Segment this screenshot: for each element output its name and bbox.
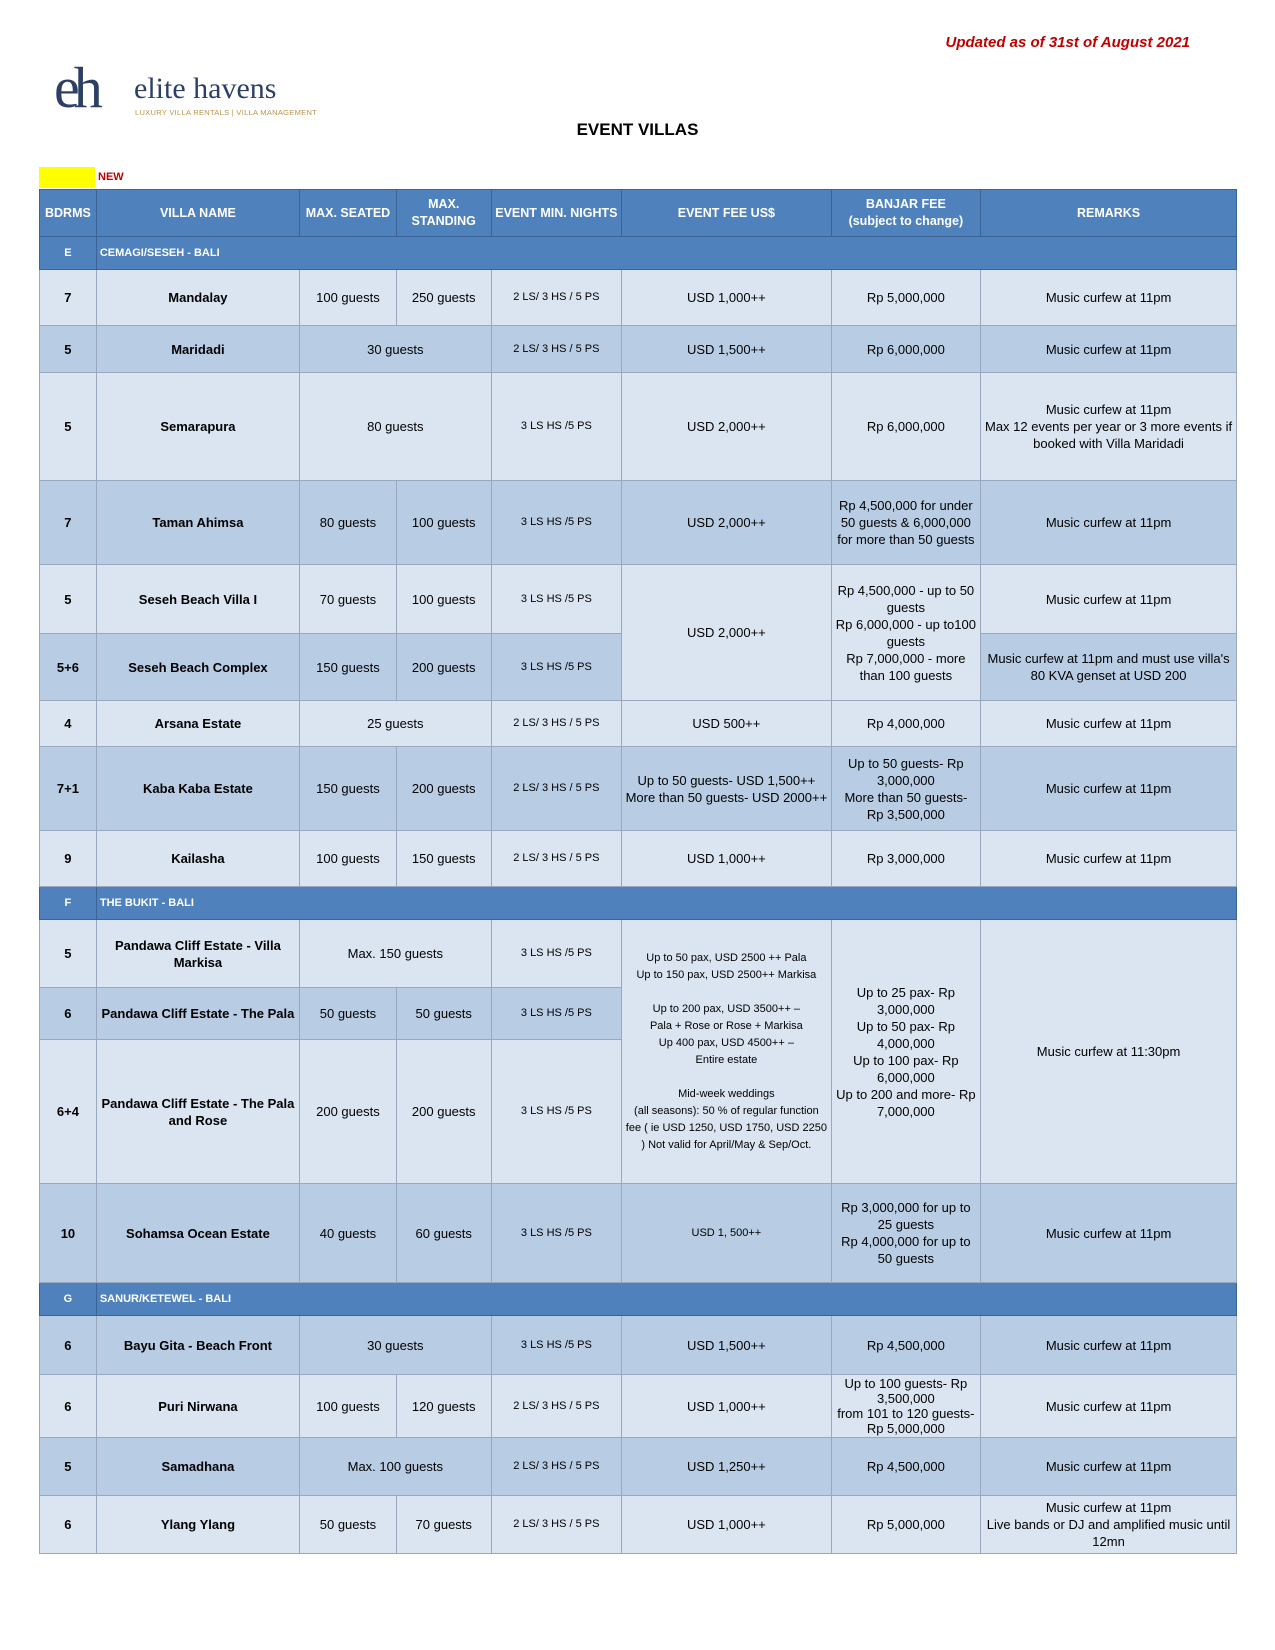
col-header-bdrms: BDRMS: [40, 190, 97, 237]
banjar-header-note: (subject to change): [848, 214, 964, 228]
min-nights-cell: 2 LS/ 3 HS / 5 PS: [491, 326, 622, 373]
min-nights-cell: 3 LS HS /5 PS: [491, 920, 622, 988]
bdrms-cell: 6: [40, 988, 97, 1040]
remarks-line: Live bands or DJ and amplified music until 12mn: [986, 1517, 1231, 1549]
event-fee-cell: USD 1,000++: [622, 1496, 832, 1554]
fee-line: More than 50 guests- USD 2000++: [625, 789, 828, 805]
logo-tagline: LUXURY VILLA RENTALS | VILLA MANAGEMENT: [135, 108, 318, 117]
section-row: [40, 237, 1237, 270]
banjar-fee-cell: Rp 3,000,000: [831, 831, 980, 887]
min-nights-cell: 3 LS HS /5 PS: [491, 373, 622, 481]
table-row: [40, 326, 1237, 373]
table-row: [40, 1375, 1237, 1438]
remarks-cell: Music curfew at 11pm: [981, 565, 1237, 634]
banjar-fee-cell: Rp 6,000,000: [831, 326, 980, 373]
max-seated-cell: 100 guests: [300, 1375, 397, 1438]
table-row: [40, 1496, 1237, 1554]
capacity-cell: 80 guests: [300, 373, 492, 481]
bdrms-cell: 6: [40, 1316, 97, 1375]
max-seated-cell: 100 guests: [300, 831, 397, 887]
bdrms-cell: 5: [40, 565, 97, 634]
section-code: G: [40, 1283, 97, 1316]
villa-name-cell: Mandalay: [96, 270, 299, 326]
max-standing-cell: 200 guests: [396, 1040, 491, 1184]
remarks-cell: Music curfew at 11pm: [981, 1184, 1237, 1283]
villa-name-cell: Seseh Beach Complex: [96, 634, 299, 701]
max-seated-cell: 100 guests: [300, 270, 397, 326]
fee-line: Up to 150 pax, USD 2500++ Markisa: [636, 968, 817, 981]
table-header-row: [40, 190, 1237, 237]
banjar-fee-cell: Rp 6,000,000: [831, 373, 980, 481]
villa-name-cell: Pandawa Cliff Estate - The Pala: [96, 988, 299, 1040]
bdrms-cell: 7: [40, 481, 97, 565]
section-name: THE BUKIT - BALI: [96, 887, 1236, 920]
max-standing-cell: 150 guests: [396, 831, 491, 887]
villa-name-cell: Ylang Ylang: [96, 1496, 299, 1554]
villa-name-cell: Kaba Kaba Estate: [96, 747, 299, 831]
min-nights-cell: 2 LS/ 3 HS / 5 PS: [491, 701, 622, 747]
banjar-line: Up to 25 pax- Rp 3,000,000: [856, 984, 955, 1017]
remarks-cell: Music curfew at 11pm: [981, 326, 1237, 373]
page-title: EVENT VILLAS: [576, 120, 699, 139]
max-standing-cell: 200 guests: [396, 747, 491, 831]
fee-line: Pala + Rose or Rose + Markisa: [649, 1019, 803, 1032]
max-seated-cell: 50 guests: [300, 988, 397, 1040]
remarks-line: Music curfew at 11pm: [1045, 1500, 1172, 1515]
villa-name-cell: Puri Nirwana: [96, 1375, 299, 1438]
banjar-line: Rp 3,000,000 for up to 25 guests: [841, 1200, 971, 1232]
max-seated-cell: 200 guests: [300, 1040, 397, 1184]
col-header-remarks: REMARKS: [981, 190, 1237, 237]
fee-line: (all seasons): 50 % of regular function fee ( ie USD 1250, USD 1750, USD 2250 ) Not valid for April/May & Sep/Oct.: [625, 1104, 827, 1151]
min-nights-cell: 2 LS/ 3 HS / 5 PS: [491, 747, 622, 831]
remarks-cell: Music curfew at 11:30pm: [981, 920, 1237, 1184]
banjar-fee-cell: Rp 4,500,000: [831, 1438, 980, 1496]
remarks-cell: Music curfew at 11pm: [981, 481, 1237, 565]
villa-name-cell: Samadhana: [96, 1438, 299, 1496]
villa-name-cell: Kailasha: [96, 831, 299, 887]
banjar-fee-cell: Rp 4,000,000: [831, 701, 980, 747]
logo-text: elite havens: [134, 72, 277, 105]
bdrms-cell: 5+6: [40, 634, 97, 701]
section-name: SANUR/KETEWEL - BALI: [96, 1283, 1236, 1316]
banjar-fee-cell: Rp 4,500,000 for under 50 guests & 6,000,000 for more than 50 guests: [831, 481, 980, 565]
event-fee-cell: USD 1,250++: [622, 1438, 832, 1496]
remarks-cell: Music curfew at 11pm: [981, 270, 1237, 326]
capacity-cell: 30 guests: [300, 1316, 492, 1375]
event-fee-cell: USD 500++: [622, 701, 832, 747]
banjar-line: from 101 to 120 guests- Rp 5,000,000: [837, 1406, 975, 1436]
min-nights-cell: 3 LS HS /5 PS: [491, 1184, 622, 1283]
remarks-cell: Music curfew at 11pm and must use villa's 80 KVA genset at USD 200: [981, 634, 1237, 701]
fee-line: Entire estate: [695, 1053, 758, 1066]
event-fee-cell: USD 2,000++: [622, 481, 832, 565]
max-standing-cell: 250 guests: [396, 270, 491, 326]
section-row: [40, 1283, 1237, 1316]
banjar-fee-cell: [831, 747, 980, 831]
event-villas-table: [39, 189, 1237, 1554]
banjar-line: Up to 100 guests- Rp 3,500,000: [844, 1376, 968, 1406]
fee-line: Up to 50 pax, USD 2500 ++ Pala: [646, 951, 807, 964]
villa-name-cell: Seseh Beach Villa I: [96, 565, 299, 634]
min-nights-cell: 3 LS HS /5 PS: [491, 565, 622, 634]
max-standing-cell: 50 guests: [396, 988, 491, 1040]
banjar-fee-cell: [831, 565, 980, 701]
bdrms-cell: 6+4: [40, 1040, 97, 1184]
min-nights-cell: 3 LS HS /5 PS: [491, 1316, 622, 1375]
banjar-line: Rp 4,500,000 - up to 50 guests: [837, 582, 975, 615]
event-fee-cell: [622, 920, 832, 1184]
remarks-cell: Music curfew at 11pm: [981, 1375, 1237, 1438]
bdrms-cell: 6: [40, 1496, 97, 1554]
banjar-fee-cell: [831, 920, 980, 1184]
table-row: [40, 373, 1237, 481]
elite-havens-logo: [54, 55, 318, 120]
col-header-max-standing: MAX. STANDING: [396, 190, 491, 237]
capacity-cell: 30 guests: [300, 326, 492, 373]
table-row: [40, 920, 1237, 988]
banjar-header-label: BANJAR FEE: [865, 197, 946, 211]
remarks-cell: Music curfew at 11pm: [981, 1438, 1237, 1496]
col-header-event-fee: EVENT FEE US$: [622, 190, 832, 237]
banjar-line: Rp 7,000,000 - more than 100 guests: [846, 650, 966, 683]
banjar-fee-cell: Rp 4,500,000: [831, 1316, 980, 1375]
villa-name-cell: Sohamsa Ocean Estate: [96, 1184, 299, 1283]
table-row: [40, 270, 1237, 326]
fee-line: Up to 50 guests- USD 1,500++: [637, 772, 816, 788]
legend-new-swatch: [39, 167, 95, 188]
remarks-line: Music curfew at 11pm: [1045, 402, 1172, 417]
event-fee-cell: USD 2,000++: [622, 565, 832, 701]
col-header-banjar-fee: [831, 190, 980, 237]
banjar-line: Up to 50 pax- Rp 4,000,000: [856, 1018, 955, 1051]
fee-line: Up 400 pax, USD 4500++ –: [658, 1036, 794, 1049]
max-seated-cell: 150 guests: [300, 747, 397, 831]
villa-name-cell: Maridadi: [96, 326, 299, 373]
bdrms-cell: 7+1: [40, 747, 97, 831]
bdrms-cell: 5: [40, 373, 97, 481]
remarks-line: Max 12 events per year or 3 more events if booked with Villa Maridadi: [984, 419, 1233, 451]
bdrms-cell: 7: [40, 270, 97, 326]
event-fee-cell: USD 1,000++: [622, 270, 832, 326]
table-row: [40, 565, 1237, 634]
banjar-line: Up to 200 and more- Rp 7,000,000: [836, 1086, 976, 1119]
event-fee-cell: USD 1,000++: [622, 1375, 832, 1438]
villa-name-cell: Bayu Gita - Beach Front: [96, 1316, 299, 1375]
min-nights-cell: 2 LS/ 3 HS / 5 PS: [491, 1496, 622, 1554]
min-nights-cell: 3 LS HS /5 PS: [491, 481, 622, 565]
max-standing-cell: 100 guests: [396, 565, 491, 634]
min-nights-cell: 3 LS HS /5 PS: [491, 634, 622, 701]
table-row: [40, 701, 1237, 747]
table-row: [40, 481, 1237, 565]
table-row: [40, 1438, 1237, 1496]
fee-line: Mid-week weddings: [678, 1087, 775, 1100]
updated-date: Updated as of 31st of August 2021: [945, 34, 1190, 51]
min-nights-cell: 2 LS/ 3 HS / 5 PS: [491, 1438, 622, 1496]
event-fee-cell: USD 1,500++: [622, 326, 832, 373]
section-code: E: [40, 237, 97, 270]
legend-new-label: NEW: [98, 171, 124, 183]
banjar-line: Rp 6,000,000 - up to100 guests: [835, 616, 976, 649]
capacity-cell: 25 guests: [300, 701, 492, 747]
bdrms-cell: 9: [40, 831, 97, 887]
max-seated-cell: 80 guests: [300, 481, 397, 565]
min-nights-cell: 2 LS/ 3 HS / 5 PS: [491, 1375, 622, 1438]
villa-name-cell: Semarapura: [96, 373, 299, 481]
remarks-cell: Music curfew at 11pm: [981, 1316, 1237, 1375]
max-standing-cell: 60 guests: [396, 1184, 491, 1283]
min-nights-cell: 3 LS HS /5 PS: [491, 988, 622, 1040]
event-fee-cell: USD 1,500++: [622, 1316, 832, 1375]
col-header-villa-name: VILLA NAME: [96, 190, 299, 237]
banjar-line: Up to 100 pax- Rp 6,000,000: [853, 1052, 959, 1085]
max-seated-cell: 150 guests: [300, 634, 397, 701]
bdrms-cell: 10: [40, 1184, 97, 1283]
remarks-cell: Music curfew at 11pm: [981, 831, 1237, 887]
remarks-cell: [981, 1496, 1237, 1554]
capacity-cell: Max. 100 guests: [300, 1438, 492, 1496]
event-fee-cell: [622, 747, 832, 831]
banjar-fee-cell: [831, 1184, 980, 1283]
remarks-cell: Music curfew at 11pm: [981, 747, 1237, 831]
event-fee-cell: USD 2,000++: [622, 373, 832, 481]
fee-line: Up to 200 pax, USD 3500++ –: [652, 1002, 801, 1015]
col-header-max-seated: MAX. SEATED: [300, 190, 397, 237]
max-standing-cell: 200 guests: [396, 634, 491, 701]
bdrms-cell: 5: [40, 920, 97, 988]
max-seated-cell: 40 guests: [300, 1184, 397, 1283]
banjar-fee-cell: [831, 1375, 980, 1438]
section-name: CEMAGI/SESEH - BALI: [96, 237, 1236, 270]
table-row: [40, 747, 1237, 831]
bdrms-cell: 4: [40, 701, 97, 747]
min-nights-cell: 3 LS HS /5 PS: [491, 1040, 622, 1184]
banjar-line: More than 50 guests- Rp 3,500,000: [844, 789, 968, 822]
bdrms-cell: 5: [40, 326, 97, 373]
event-fee-cell: USD 1,000++: [622, 831, 832, 887]
min-nights-cell: 2 LS/ 3 HS / 5 PS: [491, 270, 622, 326]
bdrms-cell: 5: [40, 1438, 97, 1496]
min-nights-cell: 2 LS/ 3 HS / 5 PS: [491, 831, 622, 887]
table-row: [40, 1184, 1237, 1283]
col-header-min-nights: EVENT MIN. NIGHTS: [491, 190, 622, 237]
table-row: [40, 1316, 1237, 1375]
logo-mark: eh: [54, 55, 97, 120]
capacity-cell: Max. 150 guests: [300, 920, 492, 988]
remarks-cell: Music curfew at 11pm: [981, 701, 1237, 747]
banjar-line: Up to 50 guests- Rp 3,000,000: [848, 755, 964, 788]
max-standing-cell: 120 guests: [396, 1375, 491, 1438]
max-standing-cell: 70 guests: [396, 1496, 491, 1554]
remarks-cell: [981, 373, 1237, 481]
max-seated-cell: 70 guests: [300, 565, 397, 634]
section-code: F: [40, 887, 97, 920]
max-standing-cell: 100 guests: [396, 481, 491, 565]
banjar-fee-cell: Rp 5,000,000: [831, 270, 980, 326]
event-fee-cell: USD 1, 500++: [622, 1184, 832, 1283]
banjar-line: Rp 4,000,000 for up to 50 guests: [841, 1234, 971, 1266]
villa-name-cell: Taman Ahimsa: [96, 481, 299, 565]
banjar-fee-cell: Rp 5,000,000: [831, 1496, 980, 1554]
table-row: [40, 831, 1237, 887]
villa-name-cell: Pandawa Cliff Estate - Villa Markisa: [96, 920, 299, 988]
bdrms-cell: 6: [40, 1375, 97, 1438]
villa-name-cell: Pandawa Cliff Estate - The Pala and Rose: [96, 1040, 299, 1184]
max-seated-cell: 50 guests: [300, 1496, 397, 1554]
section-row: [40, 887, 1237, 920]
villa-name-cell: Arsana Estate: [96, 701, 299, 747]
